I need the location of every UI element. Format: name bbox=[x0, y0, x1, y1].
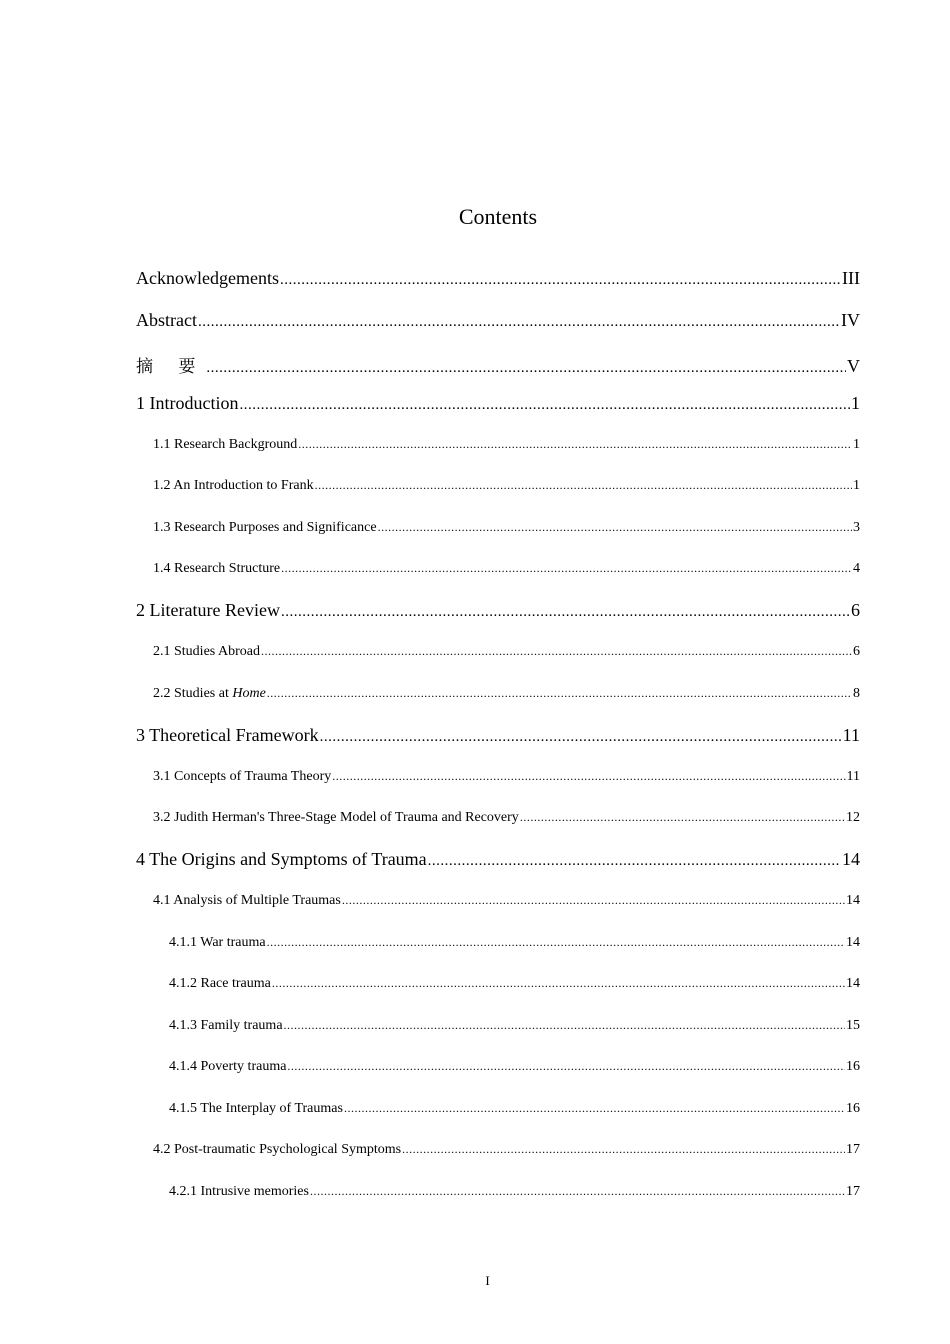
dot-leader bbox=[281, 604, 850, 621]
toc-entry-label: Abstract bbox=[136, 310, 197, 330]
dot-leader bbox=[198, 314, 840, 331]
toc-entry-section-4-1-1[interactable] bbox=[169, 935, 860, 951]
toc-entry-page: 17 bbox=[846, 1142, 860, 1157]
toc-entry-page: 16 bbox=[846, 1101, 860, 1116]
toc-entry-section-3-1[interactable] bbox=[153, 769, 860, 785]
toc-entry-chapter-2[interactable] bbox=[136, 600, 860, 621]
toc-entry-label: 1.2 An Introduction to Frank bbox=[153, 478, 314, 493]
dot-leader bbox=[281, 561, 852, 576]
toc-entry-chapter-3[interactable] bbox=[136, 725, 860, 746]
toc-entry-page: 1 bbox=[853, 437, 860, 452]
toc-entry-section-1-1[interactable] bbox=[153, 437, 860, 453]
dot-leader bbox=[267, 935, 845, 950]
toc-entry-section-4-1[interactable] bbox=[153, 893, 860, 909]
toc-entry-section-4-1-2[interactable] bbox=[169, 976, 860, 992]
toc-entry-abstract[interactable] bbox=[136, 310, 860, 331]
toc-entry-page: IV bbox=[841, 310, 860, 330]
toc-entry-label: 4.1 Analysis of Multiple Traumas bbox=[153, 893, 341, 908]
toc-entry-label: 摘 要 bbox=[136, 357, 206, 377]
toc-entry-section-4-1-4[interactable] bbox=[169, 1059, 860, 1075]
toc-entry-page: 17 bbox=[846, 1184, 860, 1199]
toc-entry-page: 15 bbox=[846, 1018, 860, 1033]
toc-entry-label: 4 The Origins and Symptoms of Trauma bbox=[136, 849, 427, 869]
dot-leader bbox=[287, 1059, 845, 1074]
toc-entry-label: 3 Theoretical Framework bbox=[136, 725, 319, 745]
toc-entry-label: 1.4 Research Structure bbox=[153, 561, 281, 576]
toc-entry-chinese-abstract[interactable] bbox=[136, 352, 860, 377]
toc-entry-chapter-4[interactable] bbox=[136, 849, 860, 870]
toc-entry-page: 14 bbox=[846, 893, 860, 908]
toc-entry-page: 1 bbox=[851, 393, 860, 413]
toc-entry-page: 8 bbox=[853, 686, 860, 701]
toc-entry-section-3-2[interactable] bbox=[153, 810, 860, 826]
toc-entry-label: 4.1.4 Poverty trauma bbox=[169, 1059, 287, 1074]
dot-leader bbox=[428, 853, 841, 870]
toc-entry-page: 11 bbox=[842, 725, 860, 745]
dot-leader bbox=[206, 360, 846, 377]
dot-leader bbox=[402, 1142, 845, 1157]
dot-leader bbox=[378, 520, 852, 535]
toc-entry-section-4-2[interactable] bbox=[153, 1142, 860, 1158]
toc-entry-page: 14 bbox=[846, 976, 860, 991]
toc-entry-label-italic: Home bbox=[232, 686, 266, 701]
toc-entry-page: 1 bbox=[853, 478, 860, 493]
toc-entry-section-1-2[interactable] bbox=[153, 478, 860, 494]
toc-entry-section-1-3[interactable] bbox=[153, 520, 860, 536]
toc-entry-label: 1.1 Research Background bbox=[153, 437, 298, 452]
dot-leader bbox=[280, 272, 841, 289]
toc-entry-page: 12 bbox=[846, 810, 860, 825]
toc-entry-label: 4.2.1 Intrusive memories bbox=[169, 1184, 309, 1199]
toc-entry-label: 4.1.2 Race trauma bbox=[169, 976, 271, 991]
dot-leader bbox=[239, 397, 850, 414]
dot-leader bbox=[261, 644, 852, 659]
toc-entry-label-prefix: 2.2 Studies at bbox=[153, 686, 233, 701]
toc-entry-label: 3.2 Judith Herman's Three-Stage Model of Trauma and Recovery bbox=[153, 810, 519, 825]
dot-leader bbox=[320, 729, 842, 746]
toc-entry-page: 14 bbox=[846, 935, 860, 950]
toc-entry-section-4-1-5[interactable] bbox=[169, 1101, 860, 1117]
toc-entry-label bbox=[153, 686, 266, 702]
toc-entry-page: 11 bbox=[846, 769, 860, 784]
toc-entry-label: 4.2 Post-traumatic Psychological Symptoms bbox=[153, 1142, 402, 1157]
dot-leader bbox=[520, 810, 845, 825]
dot-leader bbox=[315, 478, 852, 493]
toc-entry-section-4-2-1[interactable] bbox=[169, 1184, 860, 1200]
toc-entry-label: 4.1.1 War trauma bbox=[169, 935, 266, 950]
toc-entry-section-1-4[interactable] bbox=[153, 561, 860, 577]
toc-entry-section-2-2[interactable] bbox=[153, 686, 860, 702]
toc-entry-page: 6 bbox=[851, 600, 860, 620]
toc-entry-label: 2 Literature Review bbox=[136, 600, 280, 620]
toc-entry-label: 4.1.3 Family trauma bbox=[169, 1018, 283, 1033]
dot-leader bbox=[272, 976, 845, 991]
toc-entry-page: V bbox=[847, 356, 860, 376]
dot-leader bbox=[344, 1101, 845, 1116]
toc-entry-label: 3.1 Concepts of Trauma Theory bbox=[153, 769, 332, 784]
toc-entry-label: 4.1.5 The Interplay of Traumas bbox=[169, 1101, 343, 1116]
dot-leader bbox=[284, 1018, 845, 1033]
toc-entry-section-2-1[interactable] bbox=[153, 644, 860, 660]
toc-entry-acknowledgements[interactable] bbox=[136, 268, 860, 289]
toc-entry-label: Acknowledgements bbox=[136, 268, 279, 288]
toc-entry-page: 4 bbox=[853, 561, 860, 576]
dot-leader bbox=[332, 769, 845, 784]
toc-entry-page: 3 bbox=[853, 520, 860, 535]
page-number-footer: I bbox=[485, 1273, 490, 1288]
toc-entry-page: 14 bbox=[842, 849, 860, 869]
dot-leader bbox=[298, 437, 852, 452]
toc-entry-page: III bbox=[842, 268, 860, 288]
toc-entry-page: 6 bbox=[853, 644, 860, 659]
toc-entry-chapter-1[interactable] bbox=[136, 393, 860, 414]
dot-leader bbox=[342, 893, 845, 908]
page-title: Contents bbox=[458, 204, 538, 229]
dot-leader bbox=[267, 686, 852, 701]
toc-entry-section-4-1-3[interactable] bbox=[169, 1018, 860, 1034]
toc-entry-label: 1.3 Research Purposes and Significance bbox=[153, 520, 377, 535]
dot-leader bbox=[310, 1184, 845, 1199]
toc-entry-label: 1 Introduction bbox=[136, 393, 239, 413]
toc-entry-label: 2.1 Studies Abroad bbox=[153, 644, 260, 659]
toc-entry-page: 16 bbox=[846, 1059, 860, 1074]
